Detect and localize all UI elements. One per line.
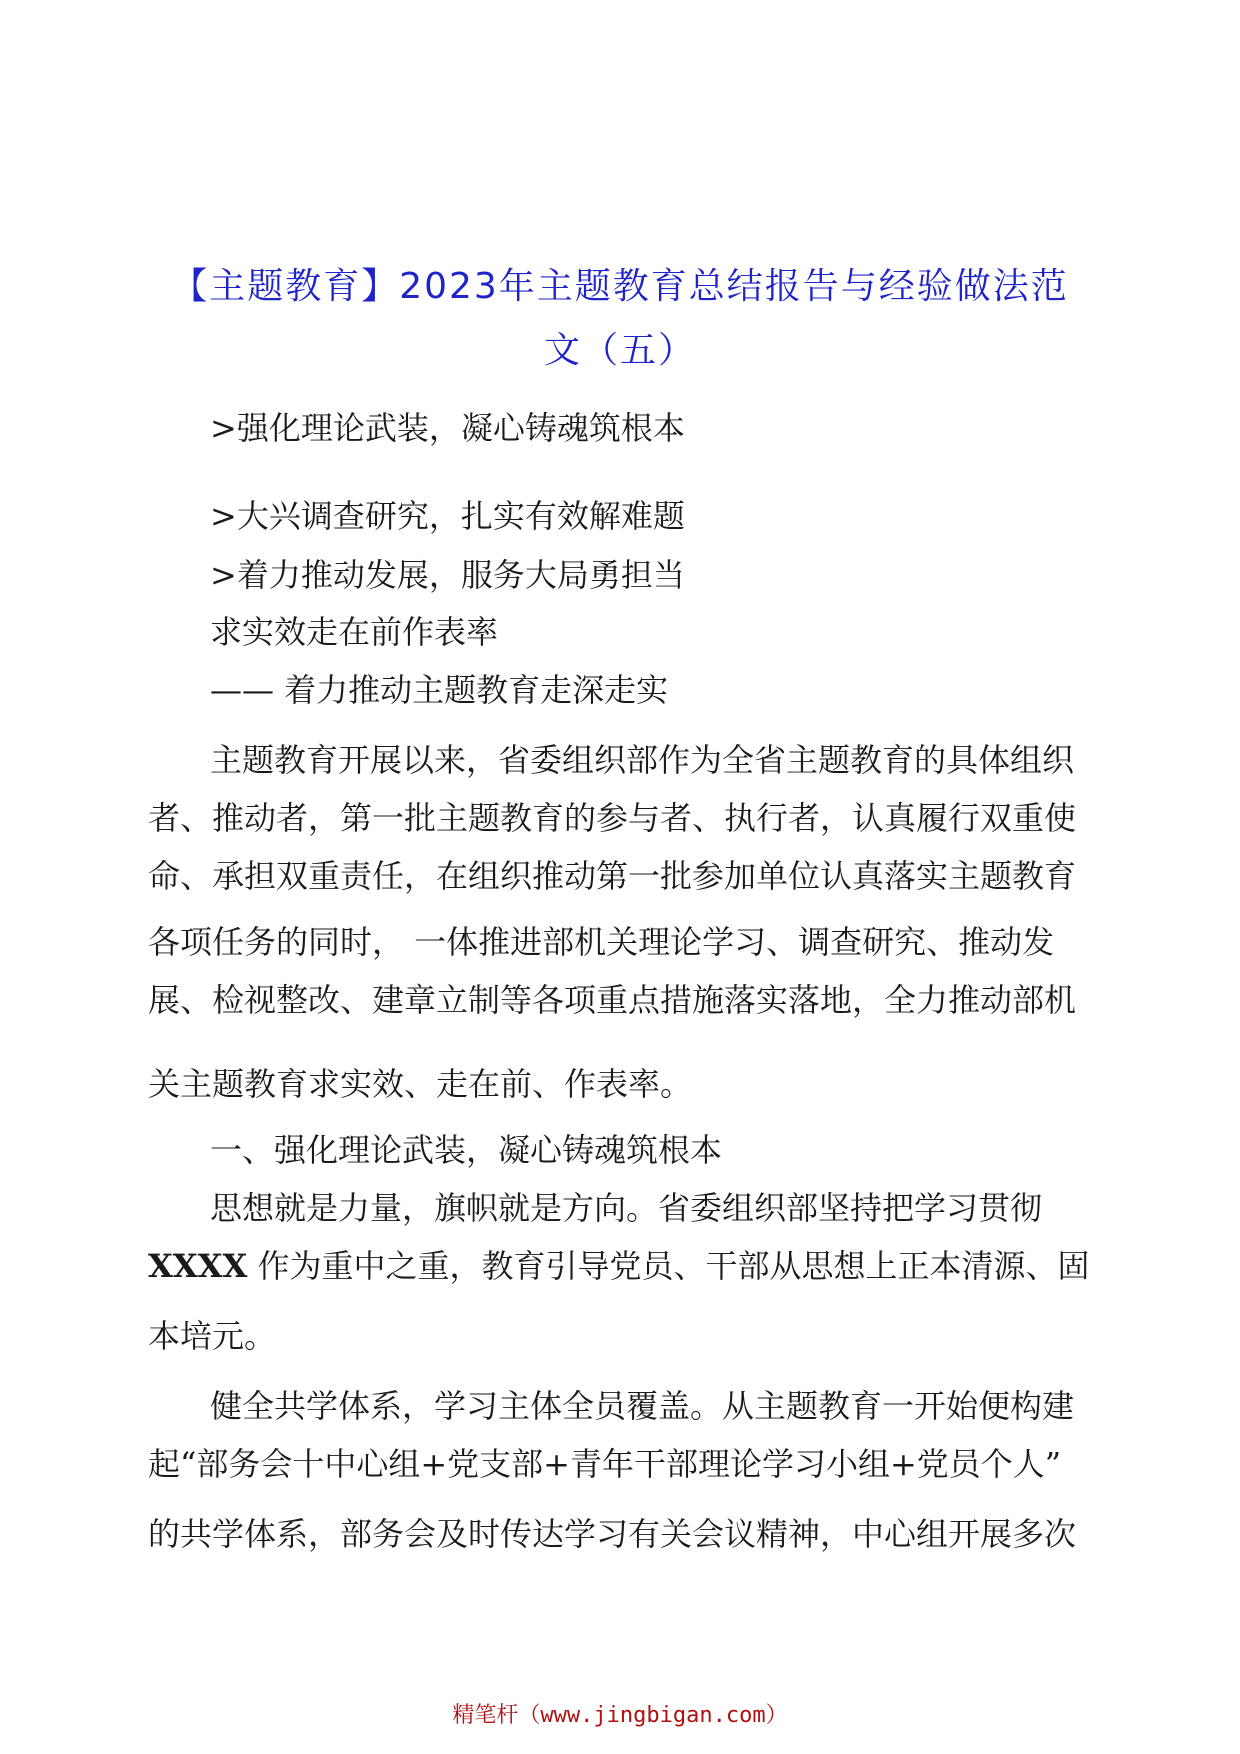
outline-item: >着力推动发展，服务大局勇担当 xyxy=(210,556,685,594)
outline-item: >大兴调查研究，扎实有效解难题 xyxy=(210,497,685,535)
footer-watermark xyxy=(0,1698,1240,1729)
paragraph-line: 各项任务的同时， 一体推进部机关理论学习、调查研究、推动发 xyxy=(148,923,1055,961)
outline-item: 求实效走在前作表率 xyxy=(210,613,499,651)
paragraph-line: 主题教育开展以来，省委组织部作为全省主题教育的具体组织 xyxy=(210,741,1075,779)
paragraph-line: 思想就是力量，旗帜就是方向。省委组织部坚持把学习贯彻 xyxy=(210,1189,1043,1227)
paragraph-line: 命、承担双重责任，在组织推动第一批参加单位认真落实主题教育 xyxy=(148,857,1077,895)
paragraph-line: 本培元。 xyxy=(148,1317,277,1355)
paragraph-line-text: 作为重中之重，教育引导党员、干部从思想上正本清源、固 xyxy=(247,1247,1090,1285)
outline-subtitle: —— 着力推动主题教育走深走实 xyxy=(210,671,669,709)
paragraph-line xyxy=(148,1246,1090,1286)
redacted-term: XXXX xyxy=(148,1247,248,1285)
paragraph-line: 健全共学体系，学习主体全员覆盖。从主题教育一开始便构建 xyxy=(210,1387,1075,1425)
paragraph-line: 关主题教育求实效、走在前、作表率。 xyxy=(148,1065,693,1103)
paragraph-line: 者、推动者，第一批主题教育的参与者、执行者，认真履行双重使 xyxy=(148,799,1077,837)
document-title-line-1: 【主题教育】2023年主题教育总结报告与经验做法范 xyxy=(171,266,1069,307)
paragraph-line: 的共学体系，部务会及时传达学习有关会议精神，中心组开展多次 xyxy=(148,1515,1077,1553)
outline-item: >强化理论武装，凝心铸魂筑根本 xyxy=(210,409,685,447)
section-heading: 一、强化理论武装，凝心铸魂筑根本 xyxy=(210,1131,723,1169)
document-title-line-2: 文（五） xyxy=(543,330,696,371)
paragraph-line: 起“部务会十中心组+党支部+青年干部理论学习小组+党员个人” xyxy=(148,1445,1062,1483)
footer-site-name: 精笔杆 xyxy=(452,1703,519,1728)
paragraph-line: 展、检视整改、建章立制等各项重点措施落实落地，全力推动部机 xyxy=(148,981,1077,1019)
footer-link[interactable]: （www.jingbigan.com） xyxy=(518,1703,788,1728)
